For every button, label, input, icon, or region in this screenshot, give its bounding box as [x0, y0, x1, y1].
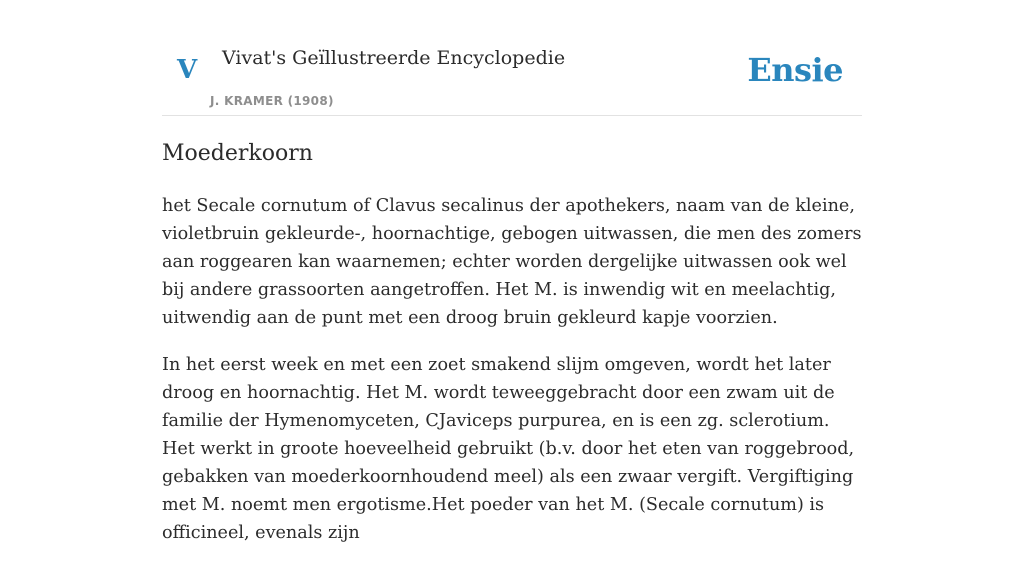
work-title-link[interactable]: Vivat's Geïllustreerde Encyclopedie	[222, 47, 566, 69]
header	[162, 0, 862, 116]
ensie-logo-link[interactable]: Ensie	[747, 51, 843, 89]
author-label: J. KRAMER (1908)	[210, 94, 334, 108]
entry-paragraph: In het eerst week en met een zoet smakend slijm omgeven, wordt het later droog en hoornachtig. Het M. wordt teweeggebracht door een zwam uit de familie der Hymenomyceten, CJaviceps purpurea, en is een zg. sclerotium. Het werkt in groote hoeveelheid gebruikt (b.v. door het eten van roggebrood, gebakken van moederkoornhoudend meel) als een zwaar vergift. Vergiftiging met M. noemt men ergotisme.Het poeder van het M. (Secale cornutum) is officineel, evenals zijn	[162, 355, 855, 543]
entry-body	[162, 192, 862, 566]
entry-paragraph: het Secale cornutum of Clavus secalinus der apothekers, naam van de kleine, violetbruin gekleurde-, hoornachtige, gebogen uitwassen, die men des zomers aan roggearen kan waarnemen; echter worden dergelijke uitwassen ook wel bij andere grassoorten aangetroffen. Het M. is inwendig wit en meelachtig, uitwendig aan de punt met een droog bruin gekleurd kapje voorzien.	[162, 196, 862, 328]
volume-letter-link[interactable]: V	[177, 55, 198, 85]
encyclopedia-page	[162, 0, 862, 543]
entry-title: Moederkoorn	[162, 141, 313, 166]
